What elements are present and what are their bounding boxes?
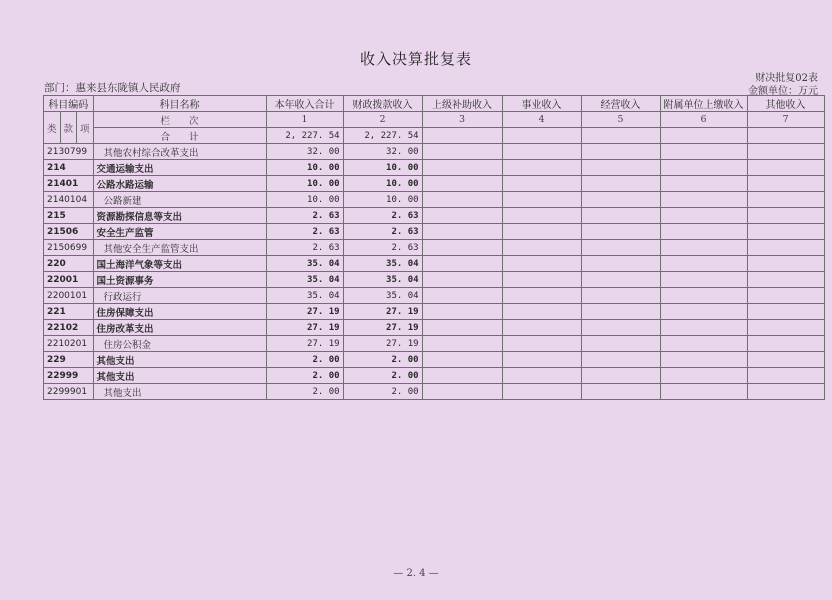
table-row bbox=[44, 336, 825, 352]
row-total: 2. 63 bbox=[266, 240, 343, 256]
row-name: 安全生产监管 bbox=[93, 224, 266, 240]
row-fiscal: 35. 04 bbox=[343, 288, 422, 304]
row-total: 2. 00 bbox=[266, 384, 343, 400]
row-fiscal: 10. 00 bbox=[343, 160, 422, 176]
row-name: 行政运行 bbox=[93, 288, 266, 304]
revenue-table bbox=[43, 95, 825, 400]
row-total: 35. 04 bbox=[266, 288, 343, 304]
total-fiscal: 2, 227. 54 bbox=[343, 128, 422, 144]
row-name: 公路新建 bbox=[93, 192, 266, 208]
table-row bbox=[44, 176, 825, 192]
row-fiscal: 2. 00 bbox=[343, 368, 422, 384]
row-code: 214 bbox=[44, 160, 94, 176]
row-code: 220 bbox=[44, 256, 94, 272]
row-total: 27. 19 bbox=[266, 336, 343, 352]
row-name: 住房改革支出 bbox=[93, 320, 266, 336]
table-row bbox=[44, 224, 825, 240]
total-label: 合 计 bbox=[93, 128, 266, 144]
index-row bbox=[44, 112, 825, 128]
row-total: 2. 00 bbox=[266, 352, 343, 368]
index-kuan: 款 bbox=[60, 112, 77, 144]
row-code: 215 bbox=[44, 208, 94, 224]
col-header-superior: 上级补助收入 bbox=[422, 96, 502, 112]
col-header-total: 本年收入合计 bbox=[266, 96, 343, 112]
col-header-other: 其他收入 bbox=[747, 96, 824, 112]
table-row bbox=[44, 208, 825, 224]
row-code: 2150699 bbox=[44, 240, 94, 256]
row-fiscal: 35. 04 bbox=[343, 272, 422, 288]
row-code: 229 bbox=[44, 352, 94, 368]
row-fiscal: 27. 19 bbox=[343, 304, 422, 320]
row-code: 2210201 bbox=[44, 336, 94, 352]
row-name: 住房公积金 bbox=[93, 336, 266, 352]
total-value: 2, 227. 54 bbox=[266, 128, 343, 144]
row-code: 221 bbox=[44, 304, 94, 320]
row-name: 其他支出 bbox=[93, 368, 266, 384]
table-row bbox=[44, 288, 825, 304]
table-row bbox=[44, 304, 825, 320]
page-number: — 2. 4 — bbox=[393, 568, 439, 579]
row-name: 住房保障支出 bbox=[93, 304, 266, 320]
table-header-row bbox=[44, 96, 825, 112]
row-name: 公路水路运输 bbox=[93, 176, 266, 192]
row-total: 27. 19 bbox=[266, 304, 343, 320]
row-total: 2. 63 bbox=[266, 224, 343, 240]
index-num-2: 2 bbox=[343, 112, 422, 128]
row-total: 32. 00 bbox=[266, 144, 343, 160]
row-code: 2200101 bbox=[44, 288, 94, 304]
row-total: 2. 00 bbox=[266, 368, 343, 384]
index-num-4: 4 bbox=[502, 112, 581, 128]
row-name: 其他农村综合改革支出 bbox=[93, 144, 266, 160]
row-name: 国土海洋气象等支出 bbox=[93, 256, 266, 272]
row-total: 35. 04 bbox=[266, 256, 343, 272]
index-num-7: 7 bbox=[747, 112, 824, 128]
row-fiscal: 2. 00 bbox=[343, 384, 422, 400]
row-name: 其他安全生产监管支出 bbox=[93, 240, 266, 256]
row-code: 21401 bbox=[44, 176, 94, 192]
row-total: 27. 19 bbox=[266, 320, 343, 336]
form-number: 财决批复02表 bbox=[755, 73, 818, 84]
table-row bbox=[44, 368, 825, 384]
index-num-3: 3 bbox=[422, 112, 502, 128]
row-total: 2. 63 bbox=[266, 208, 343, 224]
page-title: 收入决算批复表 bbox=[359, 50, 472, 68]
row-fiscal: 35. 04 bbox=[343, 256, 422, 272]
row-name: 国土资源事务 bbox=[93, 272, 266, 288]
row-fiscal: 2. 63 bbox=[343, 208, 422, 224]
table-row bbox=[44, 272, 825, 288]
index-label: 栏 次 bbox=[93, 112, 266, 128]
row-total: 10. 00 bbox=[266, 160, 343, 176]
table-row bbox=[44, 144, 825, 160]
col-header-business: 事业收入 bbox=[502, 96, 581, 112]
row-code: 2140104 bbox=[44, 192, 94, 208]
row-code: 22999 bbox=[44, 368, 94, 384]
table-row bbox=[44, 320, 825, 336]
table-row bbox=[44, 384, 825, 400]
index-num-5: 5 bbox=[581, 112, 660, 128]
row-fiscal: 10. 00 bbox=[343, 176, 422, 192]
row-name: 其他支出 bbox=[93, 352, 266, 368]
col-header-code: 科目编码 bbox=[44, 96, 94, 112]
row-code: 22001 bbox=[44, 272, 94, 288]
row-fiscal: 27. 19 bbox=[343, 320, 422, 336]
row-fiscal: 2. 00 bbox=[343, 352, 422, 368]
row-code: 2130799 bbox=[44, 144, 94, 160]
index-num-6: 6 bbox=[660, 112, 747, 128]
col-header-name: 科目名称 bbox=[93, 96, 266, 112]
row-fiscal: 27. 19 bbox=[343, 336, 422, 352]
row-name: 资源勘探信息等支出 bbox=[93, 208, 266, 224]
row-code: 21506 bbox=[44, 224, 94, 240]
department-label: 部门：惠来县东陇镇人民政府 bbox=[44, 82, 181, 94]
row-total: 10. 00 bbox=[266, 192, 343, 208]
row-fiscal: 32. 00 bbox=[343, 144, 422, 160]
index-cat: 类 bbox=[44, 112, 61, 144]
total-row bbox=[44, 128, 825, 144]
col-header-affiliated: 附属单位上缴收入 bbox=[660, 96, 747, 112]
index-xiang: 项 bbox=[77, 112, 94, 144]
unit-label: 金额单位：万元 bbox=[748, 86, 818, 97]
col-header-operating: 经营收入 bbox=[581, 96, 660, 112]
row-total: 10. 00 bbox=[266, 176, 343, 192]
row-fiscal: 10. 00 bbox=[343, 192, 422, 208]
row-name: 交通运输支出 bbox=[93, 160, 266, 176]
row-code: 22102 bbox=[44, 320, 94, 336]
col-header-fiscal: 财政拨款收入 bbox=[343, 96, 422, 112]
row-fiscal: 2. 63 bbox=[343, 240, 422, 256]
row-fiscal: 2. 63 bbox=[343, 224, 422, 240]
row-code: 2299901 bbox=[44, 384, 94, 400]
table-row bbox=[44, 160, 825, 176]
index-num-1: 1 bbox=[266, 112, 343, 128]
row-total: 35. 04 bbox=[266, 272, 343, 288]
table-row bbox=[44, 192, 825, 208]
row-name: 其他支出 bbox=[93, 384, 266, 400]
table-row bbox=[44, 256, 825, 272]
table-row bbox=[44, 352, 825, 368]
table-row bbox=[44, 240, 825, 256]
